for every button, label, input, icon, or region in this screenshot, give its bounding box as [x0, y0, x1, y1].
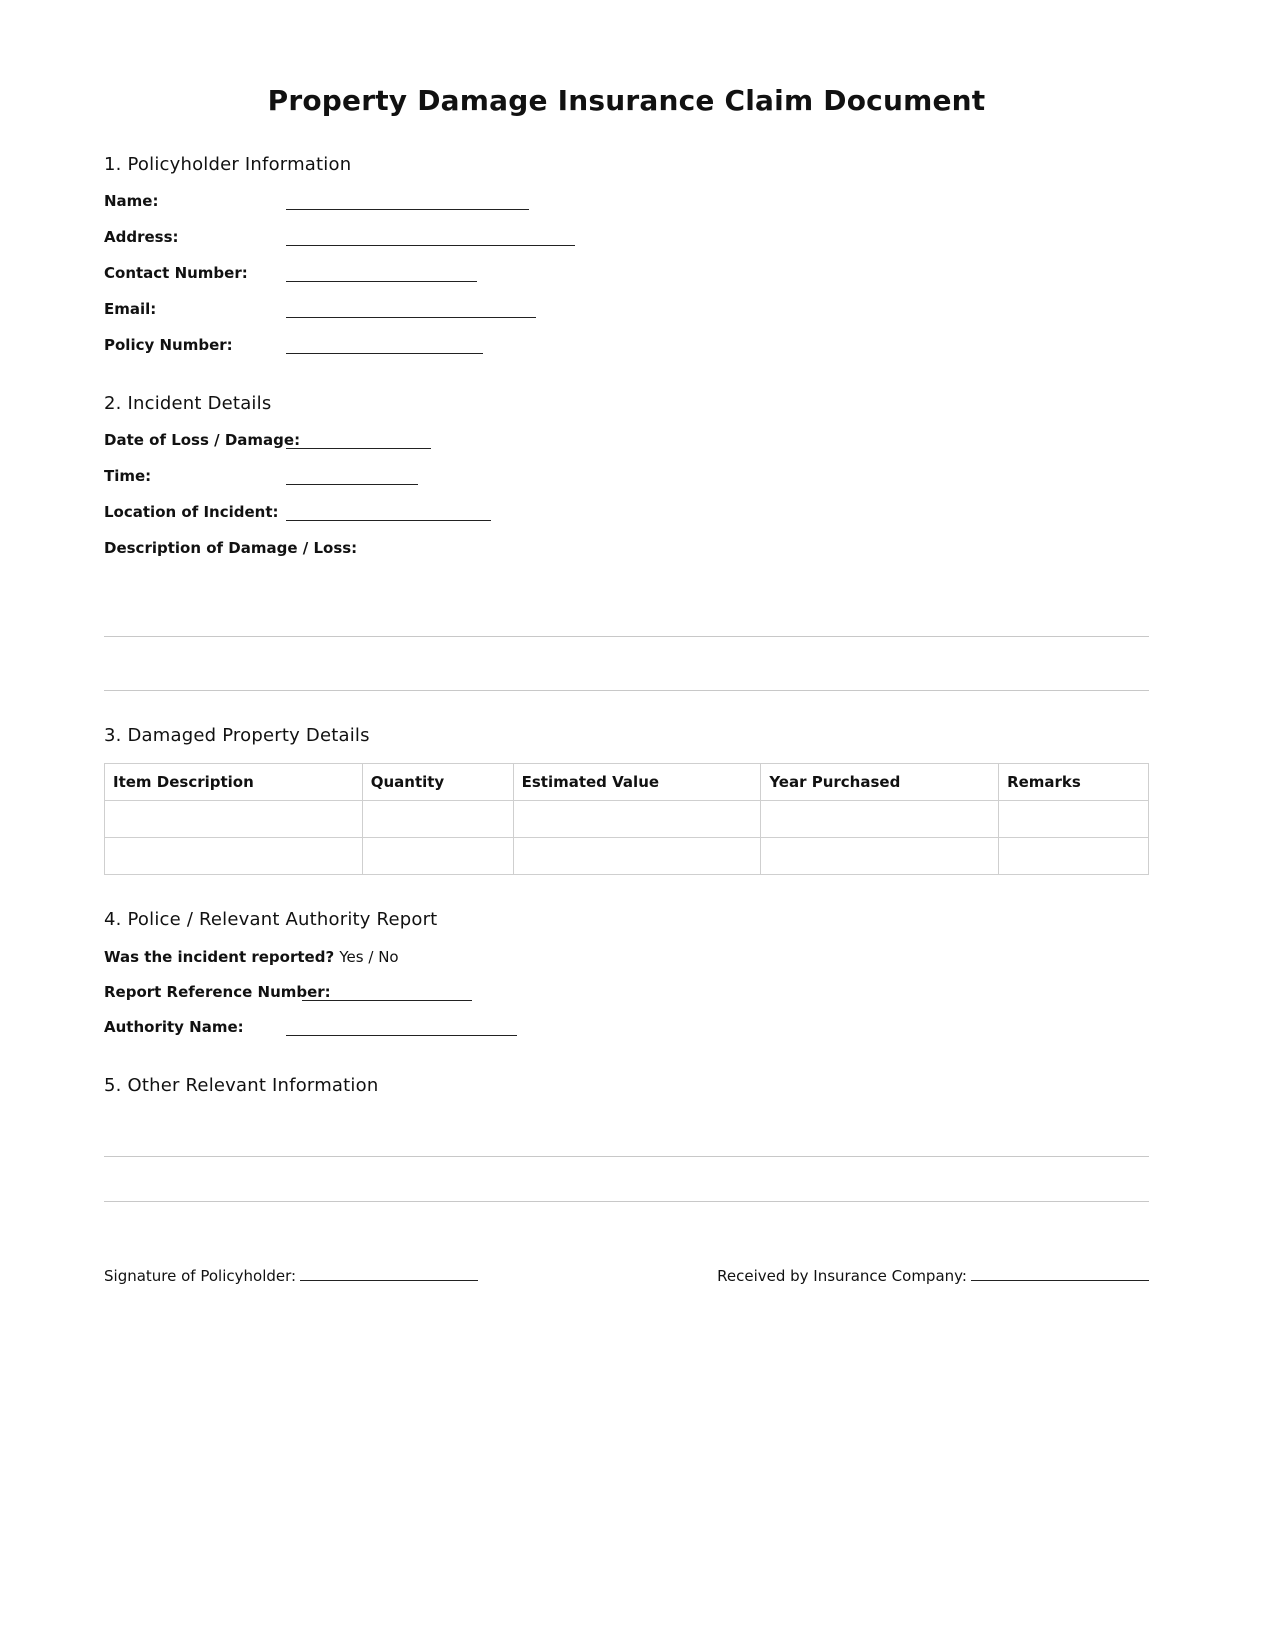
field-label: Address:: [104, 228, 179, 246]
location-input-line[interactable]: [286, 520, 491, 521]
table-cell[interactable]: [362, 838, 513, 875]
field-label: Report Reference Number:: [104, 983, 331, 1001]
section-heading-incident: 2. Incident Details: [104, 393, 272, 414]
time-input-line[interactable]: [286, 484, 418, 485]
section-heading-other-info: 5. Other Relevant Information: [104, 1075, 379, 1096]
column-header-estimated-value: Estimated Value: [513, 764, 761, 801]
table-row: [105, 838, 1149, 875]
field-label: Policy Number:: [104, 336, 233, 354]
field-label: Time:: [104, 467, 152, 485]
section-heading-policyholder: 1. Policyholder Information: [104, 154, 352, 175]
description-line-2[interactable]: [104, 690, 1149, 691]
field-label: Name:: [104, 192, 159, 210]
incident-reported-label: [104, 948, 399, 966]
column-header-quantity: Quantity: [362, 764, 513, 801]
report-reference-input-line[interactable]: [302, 1000, 472, 1001]
field-label: Location of Incident:: [104, 503, 279, 521]
company-signature-line[interactable]: [971, 1266, 1149, 1281]
field-label: Authority Name:: [104, 1018, 244, 1036]
column-header-year-purchased: Year Purchased: [761, 764, 999, 801]
date-of-loss-input-line[interactable]: [286, 448, 431, 449]
incident-reported-question: Was the incident reported?: [104, 948, 335, 966]
table-cell[interactable]: [999, 838, 1149, 875]
table-cell[interactable]: [761, 801, 999, 838]
policyholder-signature-label: Signature of Policyholder:: [104, 1267, 297, 1285]
name-input-line[interactable]: [286, 209, 529, 210]
table-cell[interactable]: [761, 838, 999, 875]
column-header-item-description: Item Description: [105, 764, 363, 801]
table-row: [105, 801, 1149, 838]
damaged-property-table: [104, 763, 1149, 875]
other-info-line-2[interactable]: [104, 1201, 1149, 1202]
email-input-line[interactable]: [286, 317, 536, 318]
table-cell[interactable]: [362, 801, 513, 838]
yes-no-options[interactable]: Yes / No: [339, 948, 399, 966]
address-input-line[interactable]: [286, 245, 575, 246]
policyholder-signature-line[interactable]: [300, 1266, 478, 1281]
section-heading-authority-report: 4. Police / Relevant Authority Report: [104, 909, 438, 930]
policy-number-input-line[interactable]: [286, 353, 483, 354]
field-label: Date of Loss / Damage:: [104, 431, 301, 449]
company-signature: [717, 1266, 1149, 1285]
table-header-row: [105, 764, 1149, 801]
section-heading-property: 3. Damaged Property Details: [104, 725, 370, 746]
authority-name-input-line[interactable]: [286, 1035, 517, 1036]
document-title: Property Damage Insurance Claim Document: [267, 84, 986, 117]
description-line-1[interactable]: [104, 636, 1149, 637]
description-label: Description of Damage / Loss:: [104, 539, 358, 557]
field-label: Email:: [104, 300, 157, 318]
contact-number-input-line[interactable]: [286, 281, 477, 282]
table-cell[interactable]: [999, 801, 1149, 838]
field-label: Contact Number:: [104, 264, 248, 282]
table-cell[interactable]: [513, 838, 761, 875]
table-cell[interactable]: [513, 801, 761, 838]
table-cell[interactable]: [105, 801, 363, 838]
company-signature-label: Received by Insurance Company:: [717, 1267, 967, 1285]
column-header-remarks: Remarks: [999, 764, 1149, 801]
claim-document-page: [104, 0, 1149, 1643]
other-info-line-1[interactable]: [104, 1156, 1149, 1157]
policyholder-signature: [104, 1266, 478, 1285]
table-cell[interactable]: [105, 838, 363, 875]
